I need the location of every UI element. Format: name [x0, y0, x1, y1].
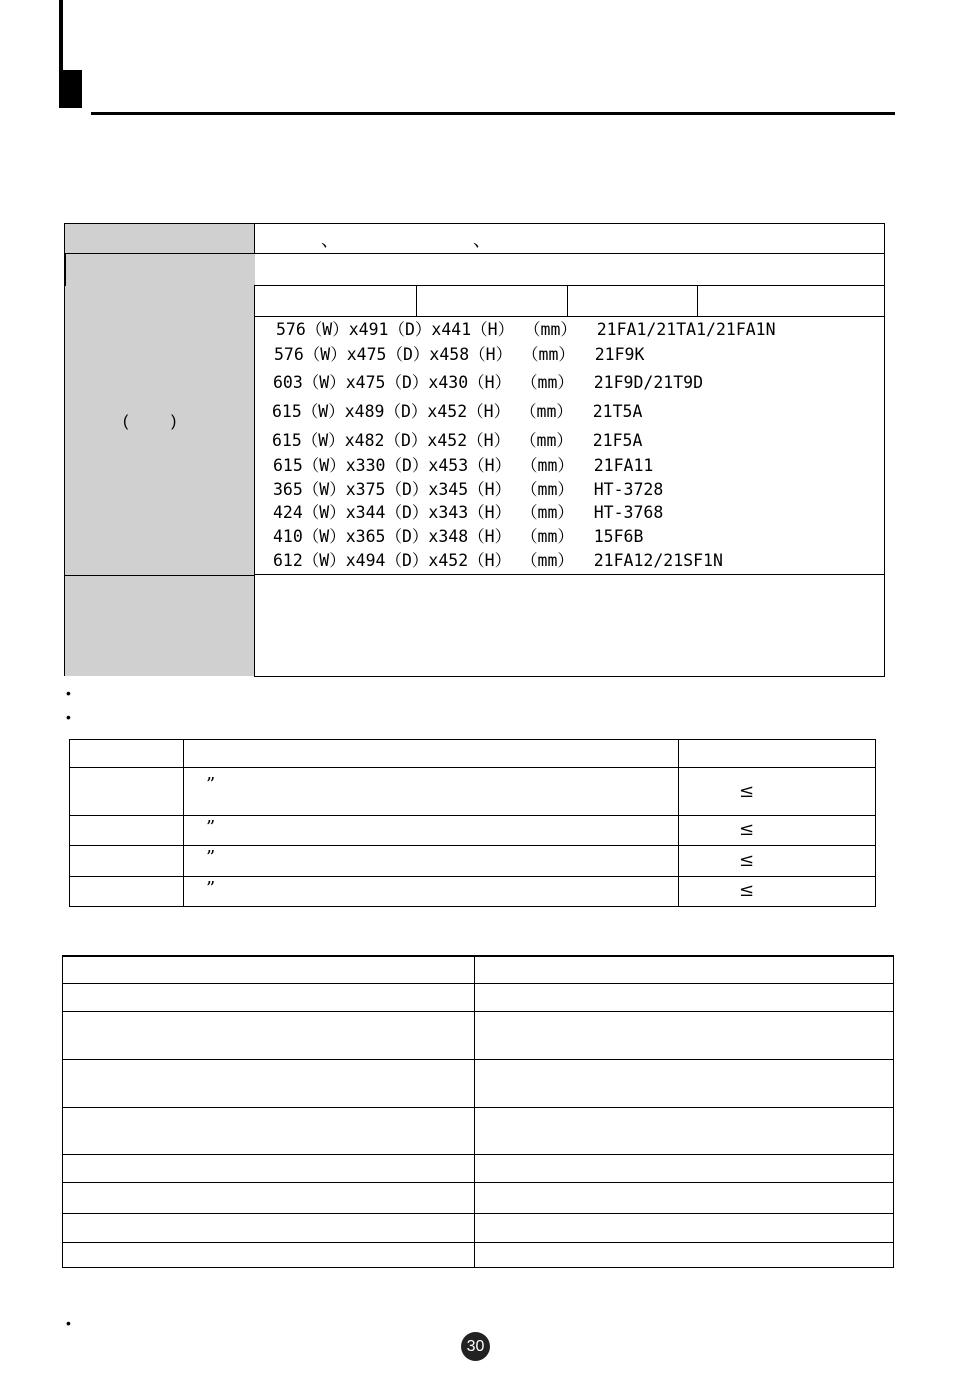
table-row — [63, 1059, 894, 1107]
table-row — [63, 983, 894, 1011]
dimension-line: 410（W）x365（D）x348（H） （mm） 15F6B — [273, 527, 644, 546]
table-row — [70, 740, 876, 768]
table-row — [63, 1213, 894, 1242]
spec-label-cell-dimensions — [64, 316, 255, 575]
bullet: • — [66, 709, 71, 725]
enum-mark-1: 、 — [321, 230, 339, 251]
header-black-block — [59, 70, 82, 108]
paren-left: ( — [123, 413, 129, 430]
inch-mark: ” — [206, 774, 216, 795]
requirements-table — [69, 739, 876, 907]
table-row — [63, 956, 894, 983]
table-row — [70, 768, 876, 816]
table-row — [63, 1242, 894, 1267]
table-row — [63, 1182, 894, 1213]
header-rule — [91, 112, 895, 115]
leq-mark: ≤ — [739, 819, 755, 840]
inch-mark: ” — [206, 878, 216, 899]
dimension-line: 576（W）x491（D）x441（H） （mm） 21FA1/21TA1/21FA1N — [276, 320, 776, 339]
bullet: • — [66, 1315, 71, 1331]
dimension-line: 603（W）x475（D）x430（H） （mm） 21F9D/21T9D — [273, 373, 704, 392]
table-row — [70, 816, 876, 846]
spec-value-cell-2 — [254, 253, 885, 286]
spec-label-cell-3 — [64, 286, 255, 316]
spec-label-cell-5 — [64, 575, 255, 676]
dimension-line: 615（W）x482（D）x452（H） （mm） 21F5A — [272, 431, 643, 450]
dimension-line: 576（W）x475（D）x458（H） （mm） 21F9K — [274, 345, 645, 364]
spec-value-cell-3 — [254, 286, 885, 317]
dimension-line: 424（W）x344（D）x343（H） （mm） HT-3768 — [273, 503, 664, 522]
table-row — [63, 1011, 894, 1059]
table-row — [70, 877, 876, 907]
paren-right: ) — [171, 413, 177, 430]
dimension-line: 365（W）x375（D）x345（H） （mm） HT-3728 — [273, 480, 664, 499]
table-row — [70, 846, 876, 877]
bottom-table — [62, 955, 894, 1268]
enum-mark-2: 、 — [473, 230, 491, 251]
leq-mark: ≤ — [739, 880, 755, 901]
spec-label-cell-2 — [64, 253, 255, 286]
spec-label-cell-1 — [64, 223, 255, 253]
spec-value-cell-5 — [254, 574, 885, 677]
leq-mark: ≤ — [739, 781, 755, 802]
inch-mark: ” — [206, 817, 216, 838]
spec-value-cell-1 — [254, 223, 885, 254]
table-row — [63, 1154, 894, 1182]
page-number: 30 — [461, 1332, 490, 1361]
dimension-line: 612（W）x494（D）x452（H） （mm） 21FA12/21SF1N — [273, 551, 723, 570]
dimension-line: 615（W）x489（D）x452（H） （mm） 21T5A — [272, 402, 643, 421]
leq-mark: ≤ — [739, 850, 755, 871]
bullet: • — [66, 685, 71, 701]
inch-mark: ” — [206, 847, 216, 868]
table-row — [63, 1107, 894, 1154]
dimension-line: 615（W）x330（D）x453（H） （mm） 21FA11 — [273, 456, 654, 475]
